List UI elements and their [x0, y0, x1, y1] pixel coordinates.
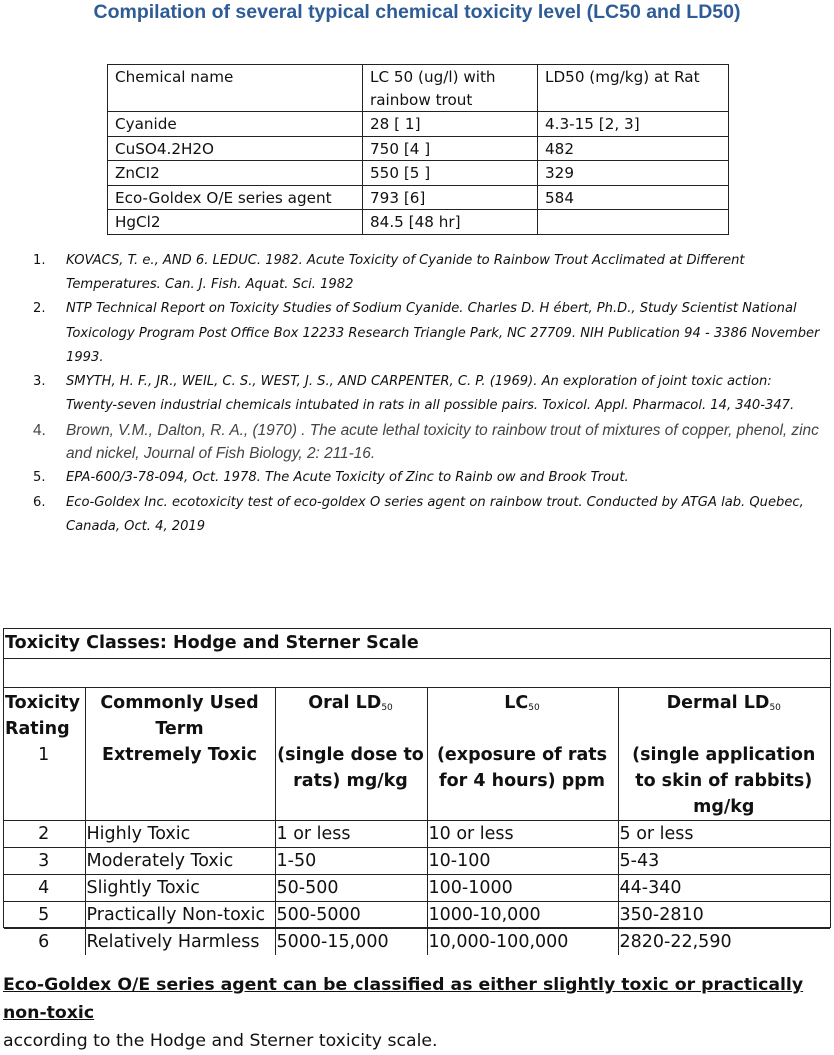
header-common-term: Commonly Used Term [85, 688, 275, 742]
cell-term: Slightly Toxic [85, 875, 275, 902]
conclusion-paragraph [3, 971, 831, 1055]
cell-oral: 500-5000 [275, 902, 427, 929]
reference-item [30, 466, 820, 490]
table-row [108, 161, 729, 186]
reference-number: 3. [33, 374, 46, 390]
cell-rating: 5 [4, 902, 85, 929]
header-lc50: LC 50 (ug/l) with rainbow trout [363, 65, 538, 112]
cell-oral: 1 or less [275, 821, 427, 848]
cell-lc50: 28 [ 1] [363, 112, 538, 137]
cell-lc50: 84.5 [48 hr] [363, 210, 538, 235]
cell-lc: (exposure of rats for 4 hours) ppm [427, 742, 618, 821]
cell-rating: 4 [4, 875, 85, 902]
cell-lc: 1000-10,000 [427, 902, 618, 929]
table-row [4, 848, 830, 875]
toxicity-classes-table [3, 628, 831, 952]
cell-ld50: 584 [538, 185, 729, 210]
cell-chemical: CuSO4.2H2O [108, 136, 363, 161]
reference-item [30, 249, 820, 297]
cell-oral: (single dose to rats) mg/kg [275, 742, 427, 821]
table-row [4, 929, 830, 956]
cell-rating: 1 [4, 742, 85, 821]
cell-dermal: (single application to skin of rabbits) mg/kg [618, 742, 830, 821]
table-row [108, 136, 729, 161]
table-row [4, 742, 830, 821]
header-chemical-name: Chemical name [108, 65, 363, 112]
cell-term: Highly Toxic [85, 821, 275, 848]
header-dermal-ld50: Dermal $LD_{50}$ [666, 693, 781, 713]
cell-lc: 100-1000 [427, 875, 618, 902]
header-oral-ld50: Oral $LD_{50}$ [275, 688, 427, 742]
cell-lc50: 793 [6] [363, 185, 538, 210]
table-header-row [108, 65, 729, 112]
cell-rating: 2 [4, 821, 85, 848]
reference-item [30, 491, 820, 539]
hodge-sterner-scale [4, 688, 830, 955]
reference-text: EPA-600/3-78-094, Oct. 1978. The Acute Toxicity of Zinc to Rainb ow and Brook Trout. [66, 470, 629, 486]
reference-number: 4. [33, 422, 46, 440]
cell-term: Moderately Toxic [85, 848, 275, 875]
cell-lc: 10,000-100,000 [427, 929, 618, 956]
header-lc50: $LC_{50}$ [427, 688, 618, 742]
reference-text: Brown, V.M., Dalton, R. A., (1970) . The acute lethal toxicity to rainbow trout of mixtures of copper, phenol, zinc and nickel, Journal of Fish Biology, 2: 211-16. [66, 422, 819, 463]
cell-ld50 [538, 210, 729, 235]
reference-number: 6. [33, 494, 46, 510]
cell-dermal: 44-340 [618, 875, 830, 902]
cell-ld50: 482 [538, 136, 729, 161]
table-row [108, 112, 729, 137]
reference-text: NTP Technical Report on Toxicity Studies of Sodium Cyanide. Charles D. H ébert, Ph.D., Study Scientist National Toxicology Program Post Office Box 12233 Research Triangle Park, NC 27709. NIH Publication 94 - 3386 November 1993. [66, 301, 820, 365]
cell-chemical: HgCl2 [108, 210, 363, 235]
reference-text: SMYTH, H. F., JR., WEIL, C. S., WEST, J. S., AND CARPENTER, C. P. (1969). An exploration of joint toxic action: Twenty-seven industrial chemicals intubated in rats in all possible pairs. Toxicol. Appl. Pharmacol. 14, 340-347. [66, 374, 795, 414]
cell-dermal: 2820-22,590 [619, 932, 732, 952]
conclusion-text: according to the Hodge and Sterner toxicity scale. [3, 1031, 438, 1051]
header-ld50: LD50 (mg/kg) at Rat [538, 65, 729, 112]
cell-chemical: Cyanide [108, 112, 363, 137]
reference-item [30, 297, 820, 370]
reference-list [30, 249, 820, 539]
cell-rating: 3 [4, 848, 85, 875]
cell-oral: 1-50 [275, 848, 427, 875]
cell-lc50: 750 [4 ] [363, 136, 538, 161]
table-row [4, 875, 830, 902]
table-header-row [4, 688, 830, 742]
cell-term: Practically Non-toxic [85, 902, 275, 929]
cell-term: Relatively Harmless [85, 929, 275, 956]
table-row [108, 210, 729, 235]
cell-dermal: 350-2810 [618, 902, 830, 929]
cell-lc50: 550 [5 ] [363, 161, 538, 186]
cell-ld50: 329 [538, 161, 729, 186]
cell-ld50: 4.3-15 [2, 3] [538, 112, 729, 137]
reference-number: 1. [33, 253, 46, 268]
conclusion-highlight: Eco-Goldex O/E series agent can be classified as either slightly toxic or practically non-toxic [3, 975, 804, 1023]
table-row [108, 185, 729, 210]
reference-number: 5. [33, 470, 46, 486]
reference-number: 2. [33, 301, 46, 317]
table-row [4, 821, 830, 848]
cell-lc: 10 or less [427, 821, 618, 848]
cell-rating: 6 [4, 929, 85, 956]
table-row [4, 902, 830, 929]
toxicity-table-title: Toxicity Classes: Hodge and Sterner Scale [4, 629, 830, 659]
reference-item [30, 419, 820, 465]
reference-text: Eco-Goldex Inc. ecotoxicity test of eco-goldex O series agent on rainbow trout. Conducted by ATGA lab. Quebec, Canada, Oct. 4, 2019 [66, 494, 804, 534]
cell-chemical: ZnCI2 [108, 161, 363, 186]
table-spacer-row [4, 659, 830, 688]
reference-text: KOVACS, T. e., AND 6. LEDUC. 1982. Acute Toxicity of Cyanide to Rainbow Trout Acclimated at Different Temperatures. Can. J. Fish. Aquat. Sci. 1982 [66, 253, 745, 293]
chemical-toxicity-table [107, 64, 729, 235]
cell-term: Extremely Toxic [85, 742, 275, 821]
cell-lc: 10-100 [427, 848, 618, 875]
cell-oral: 5000-15,000 [275, 929, 427, 956]
cell-oral: 50-500 [275, 875, 427, 902]
header-toxicity-rating: Toxicity Rating [4, 688, 85, 742]
page-title: Compilation of several typical chemical toxicity level (LC50 and LD50) [93, 1, 741, 23]
reference-item [30, 370, 820, 418]
cell-chemical: Eco-Goldex O/E series agent [108, 185, 363, 210]
cell-dermal: 5-43 [618, 848, 830, 875]
cell-dermal: 5 or less [618, 821, 830, 848]
